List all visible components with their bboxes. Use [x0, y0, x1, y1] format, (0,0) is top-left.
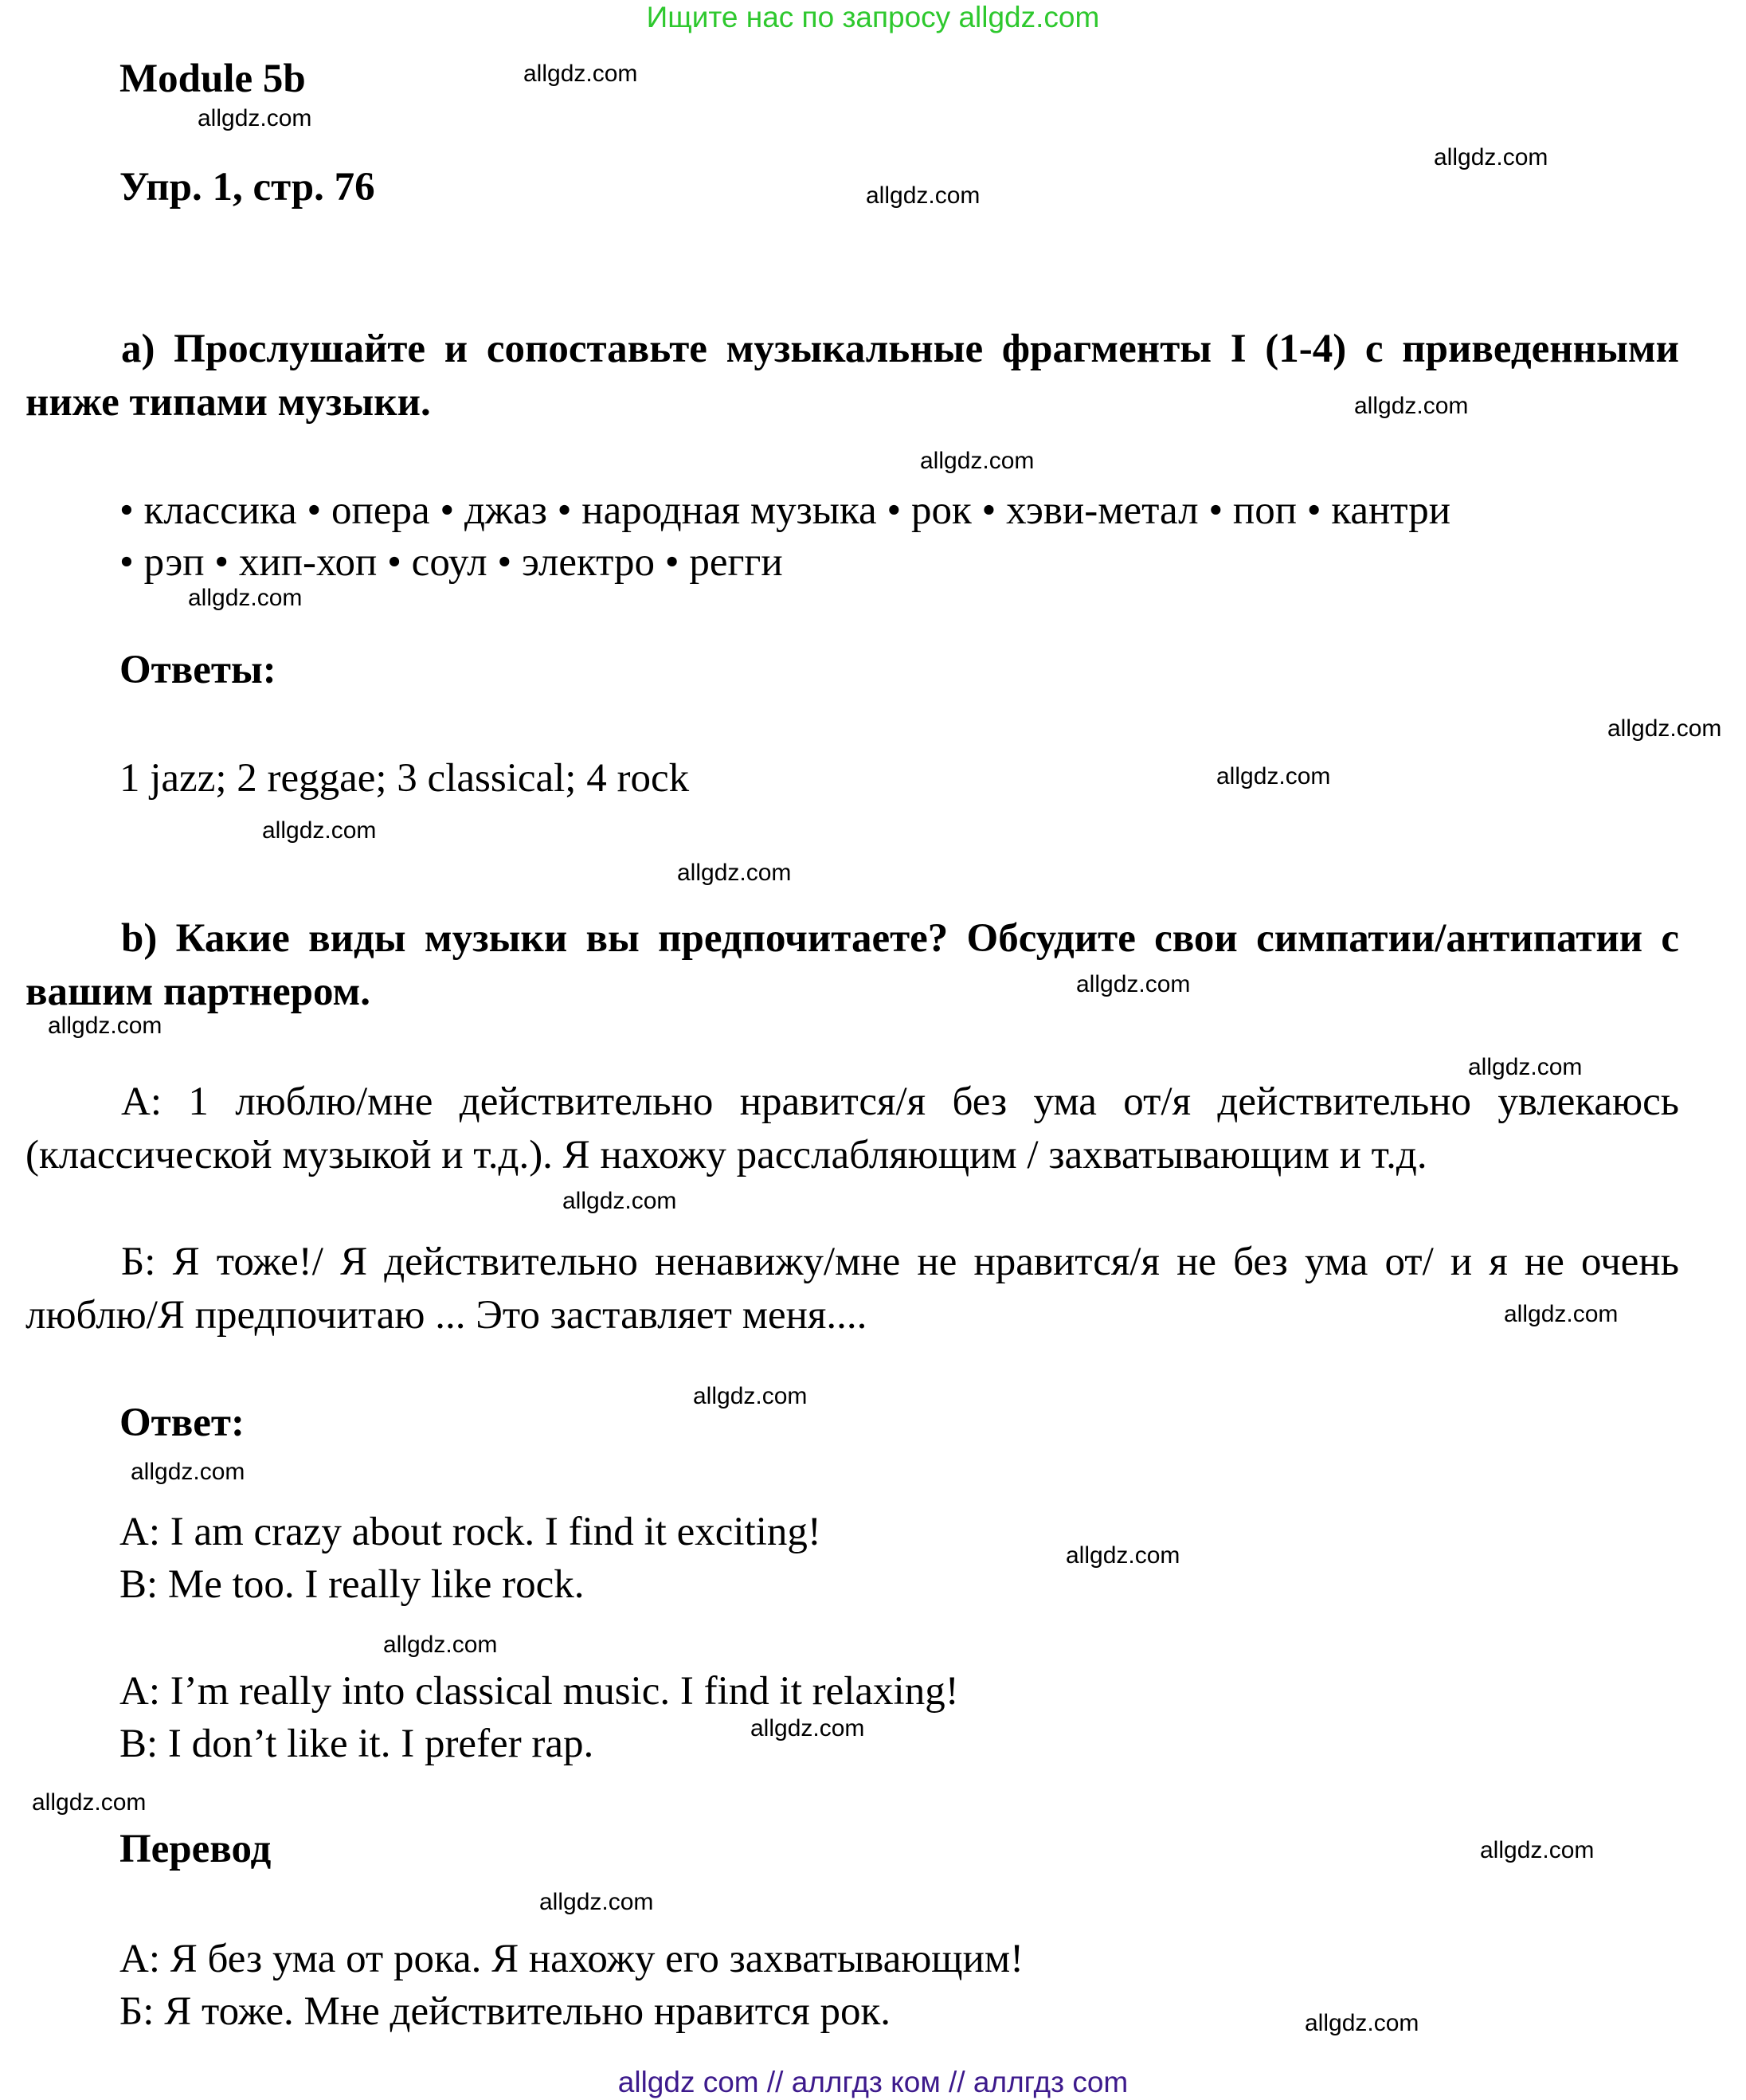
watermark: allgdz.com — [188, 585, 303, 611]
genres-line-2: • рэп • хип-хоп • соул • электро • регги — [119, 540, 783, 585]
watermark: allgdz.com — [677, 860, 792, 886]
watermark: allgdz.com — [1216, 763, 1331, 789]
exercise-ref: Упр. 1, стр. 76 — [119, 165, 375, 210]
watermark: allgdz.com — [32, 1789, 147, 1816]
watermark: allgdz.com — [1066, 1542, 1180, 1569]
dialogue-2-line-b: B: I don’t like it. I prefer rap. — [119, 1722, 594, 1766]
watermark: allgdz.com — [383, 1632, 498, 1658]
watermark: allgdz.com — [262, 817, 377, 844]
watermark: allgdz.com — [920, 448, 1035, 474]
watermark: allgdz.com — [198, 105, 312, 131]
watermark: allgdz.com — [523, 61, 638, 87]
watermark: allgdz.com — [48, 1013, 162, 1039]
task-a: а) Прослушайте и сопоставьте музыкальные фрагменты I (1-4) с приведенными ниже типами музыки. — [25, 327, 1679, 425]
watermark: allgdz.com — [750, 1715, 865, 1742]
watermark: allgdz.com — [131, 1459, 245, 1485]
top-banner[interactable]: Ищите нас по запросу allgdz.com — [646, 1, 1100, 33]
genres-line-1: • классика • опера • джаз • народная музыка • рок • хэви-метал • поп • кантри — [119, 488, 1450, 533]
dialogue-1-line-a: A: I am crazy about rock. I find it exciting! — [119, 1510, 821, 1554]
watermark: allgdz.com — [562, 1188, 677, 1214]
watermark: allgdz.com — [693, 1383, 808, 1409]
watermark: allgdz.com — [1434, 144, 1548, 170]
watermark: allgdz.com — [539, 1889, 654, 1915]
answers-a: 1 jazz; 2 reggae; 3 classical; 4 rock — [119, 756, 690, 801]
watermark: allgdz.com — [1354, 393, 1469, 419]
translation-line-b: Б: Я тоже. Мне действительно нравится рок. — [119, 1989, 891, 2034]
model-dialogue-b: Б: Я тоже!/ Я действительно ненавижу/мне не нравится/я не без ума от/ и я не очень люблю/Я предпочитаю ... Это заставляет меня.... — [25, 1240, 1679, 1338]
module-title: Module 5b — [119, 57, 306, 101]
answers-heading: Ответы: — [119, 648, 276, 692]
dialogue-1-line-b: B: Me too. I really like rock. — [119, 1562, 585, 1607]
watermark: allgdz.com — [1504, 1301, 1619, 1327]
task-b: b) Какие виды музыки вы предпочитаете? Обсудите свои симпатии/антипатии с вашим партнером. — [25, 916, 1679, 1014]
watermark: allgdz.com — [1468, 1054, 1583, 1080]
bottom-banner[interactable]: allgdz com // аллгдз ком // аллгдз com — [617, 2066, 1129, 2098]
translation-line-a: А: Я без ума от рока. Я нахожу его захватывающим! — [119, 1937, 1024, 1981]
watermark: allgdz.com — [1305, 2010, 1419, 2036]
answer-heading: Ответ: — [119, 1401, 245, 1445]
watermark: allgdz.com — [1076, 971, 1191, 997]
watermark: allgdz.com — [866, 182, 981, 209]
translation-heading: Перевод — [119, 1827, 272, 1871]
dialogue-2-line-a: A: I’m really into classical music. I find it relaxing! — [119, 1669, 959, 1714]
model-dialogue-a: А: 1 люблю/мне действительно нравится/я без ума от/я действительно увлекаюсь (классической музыкой и т.д.). Я нахожу расслабляющим / захватывающим и т.д. — [25, 1079, 1679, 1177]
watermark: allgdz.com — [1480, 1837, 1595, 1863]
watermark: allgdz.com — [1607, 715, 1722, 742]
